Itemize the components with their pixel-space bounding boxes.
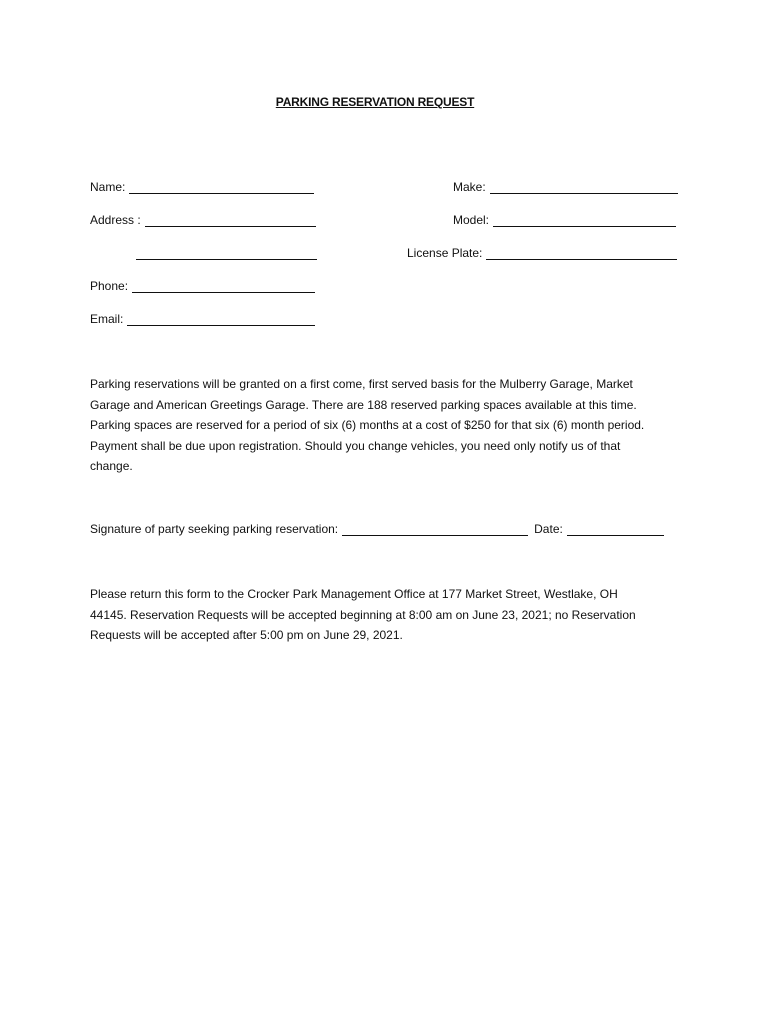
- email-field: [90, 310, 315, 326]
- email-label: Email:: [90, 312, 124, 326]
- address-field: [90, 211, 316, 227]
- phone-label: Phone:: [90, 279, 129, 293]
- license-plate-field: [407, 244, 677, 260]
- make-input-line[interactable]: [490, 181, 678, 194]
- phone-input-line[interactable]: [132, 280, 315, 293]
- instructions-line: Requests will be accepted after 5:00 pm on June 29, 2021.: [90, 628, 403, 642]
- email-input-line[interactable]: [127, 313, 315, 326]
- date-input-line[interactable]: [567, 523, 664, 536]
- terms-line: Garage and American Greetings Garage. There are 188 reserved parking spaces available at this time.: [90, 397, 637, 412]
- model-label: Model:: [453, 213, 490, 227]
- instructions-line: 44145. Reservation Requests will be accepted beginning at 8:00 am on June 23, 2021; no Reservation: [90, 607, 636, 622]
- terms-line: change.: [90, 459, 133, 473]
- date-label: Date:: [534, 522, 563, 536]
- terms-line: Parking spaces are reserved for a period of six (6) months at a cost of $250 for that six (6) month period.: [90, 418, 645, 432]
- license-plate-input-line[interactable]: [486, 247, 677, 260]
- address-label: Address :: [90, 213, 141, 227]
- instructions-line: Please return this form to the Crocker Park Management Office at 177 Market Street, Westlake, OH: [90, 587, 618, 601]
- signature-field: [90, 520, 664, 536]
- make-label: Make:: [453, 180, 486, 194]
- name-field: [90, 178, 314, 194]
- make-field: [453, 178, 678, 194]
- name-input-line[interactable]: [129, 181, 314, 194]
- terms-line: Parking reservations will be granted on a first come, first served basis for the Mulberry Garage, Market: [90, 377, 633, 391]
- address-line-2-field: [136, 244, 317, 260]
- license-plate-label: License Plate:: [407, 246, 483, 260]
- terms-line: Payment shall be due upon registration. Should you change vehicles, you need only notify us of that: [90, 438, 621, 453]
- address-line-2-input-line[interactable]: [136, 247, 317, 260]
- model-input-line[interactable]: [493, 214, 676, 227]
- phone-field: [90, 277, 315, 293]
- terms-paragraph: [90, 374, 690, 477]
- signature-input-line[interactable]: [342, 523, 528, 536]
- return-instructions-paragraph: [90, 584, 690, 646]
- page-title: PARKING RESERVATION REQUEST: [275, 95, 475, 109]
- address-input-line[interactable]: [145, 214, 316, 227]
- signature-label: Signature of party seeking parking reservation:: [90, 522, 339, 536]
- model-field: [453, 211, 676, 227]
- name-label: Name:: [90, 180, 126, 194]
